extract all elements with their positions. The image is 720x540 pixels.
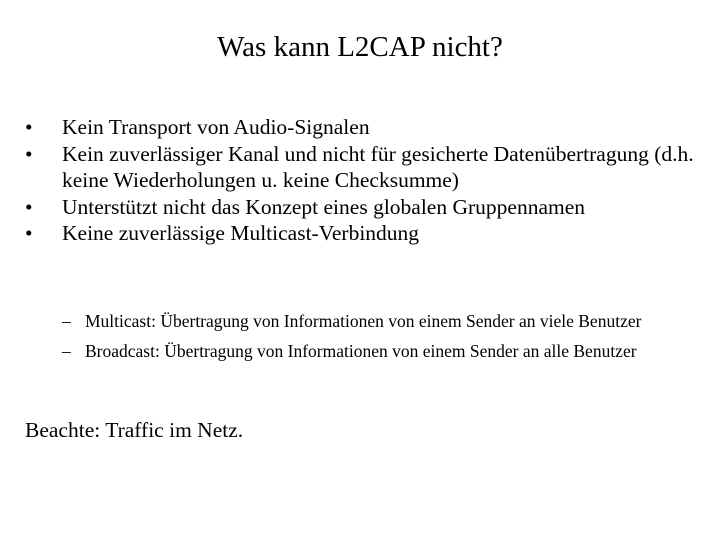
- bullet-text: Kein Transport von Audio-Signalen: [62, 115, 370, 139]
- bullet-item: [25, 114, 705, 141]
- bullet-marker: •: [25, 221, 33, 245]
- bullet-marker: •: [25, 141, 33, 166]
- bullet-text: Keine zuverlässige Multicast-Verbindung: [62, 221, 420, 245]
- bullet-list: [25, 114, 705, 247]
- bullet-text: Kein zuverlässiger Kanal und nicht für gesicherte Datenübertragung (d.h. keine Wiederholungen u. keine Checksumme): [62, 141, 694, 192]
- bullet-item: [25, 220, 705, 247]
- bullet-marker: •: [25, 115, 33, 139]
- sub-bullet-item: [62, 340, 702, 363]
- sub-bullet-marker: –: [62, 341, 71, 361]
- slide-title: Was kann L2CAP nicht?: [217, 31, 503, 63]
- sub-bullet-list: [62, 310, 702, 370]
- sub-bullet-text: Multicast: Übertragung von Informationen von einem Sender an viele Benutzer: [85, 311, 642, 331]
- bullet-item: [25, 194, 705, 221]
- bullet-item: [25, 141, 705, 194]
- bullet-text: Unterstützt nicht das Konzept eines globalen Gruppennamen: [62, 194, 586, 219]
- note-text: Beachte: Traffic im Netz.: [25, 418, 244, 442]
- sub-bullet-item: [62, 310, 702, 333]
- sub-bullet-marker: –: [62, 311, 71, 331]
- bullet-marker: •: [25, 194, 33, 219]
- sub-bullet-text: Broadcast: Übertragung von Informationen von einem Sender an alle Benutzer: [85, 341, 637, 361]
